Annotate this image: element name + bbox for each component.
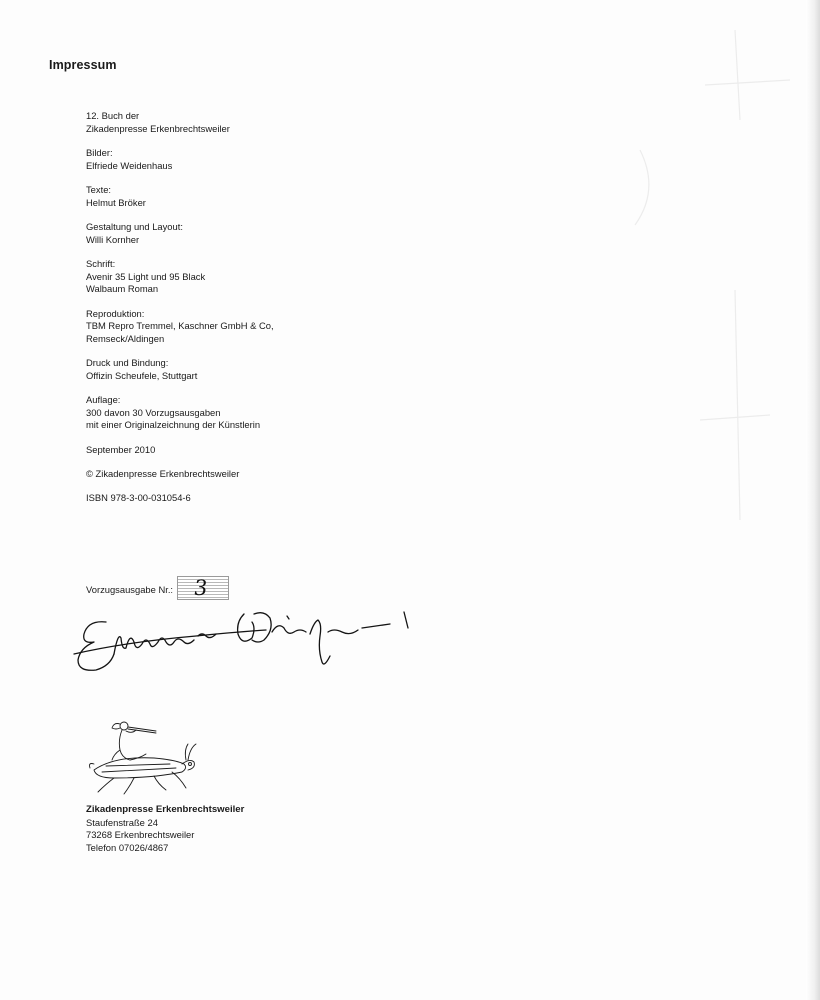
colophon-line: ISBN 978-3-00-031054-6 — [86, 492, 191, 504]
colophon-block — [86, 308, 386, 346]
colophon-line: Helmut Bröker — [86, 196, 146, 208]
colophon-block — [86, 492, 386, 505]
colophon-block — [86, 110, 386, 135]
page-title: Impressum — [49, 58, 117, 72]
colophon-block — [86, 147, 386, 172]
colophon-line: mit einer Originalzeichnung der Künstlerin — [86, 419, 261, 431]
artist-signature — [66, 592, 426, 692]
special-edition-label: Vorzugsausgabe Nr.: — [86, 583, 174, 595]
colophon-line: Reproduktion: — [86, 307, 145, 319]
colophon-line: 12. Buch der — [86, 110, 140, 121]
publisher-name: Zikadenpresse Erkenbrechtsweiler — [86, 804, 245, 815]
colophon-line: Walbaum Roman — [86, 283, 159, 295]
publisher-address — [86, 804, 244, 854]
colophon-block — [86, 444, 386, 457]
colophon-block — [86, 258, 386, 296]
colophon-line: Elfriede Weidenhaus — [86, 159, 173, 171]
colophon-line: Texte: — [86, 183, 112, 195]
colophon-block — [86, 357, 386, 382]
publisher-phone: Telefon 07026/4867 — [86, 841, 169, 853]
publisher-city: 73268 Erkenbrechtsweiler — [86, 829, 195, 841]
cicada-rider-logo — [84, 718, 204, 798]
publisher-street: Staufenstraße 24 — [86, 816, 158, 828]
colophon-block — [86, 394, 386, 432]
colophon-line: © Zikadenpresse Erkenbrechtsweiler — [86, 468, 240, 480]
colophon-line: Schrift: — [86, 257, 116, 269]
colophon — [86, 110, 386, 517]
colophon-line: Auflage: — [86, 394, 121, 406]
colophon-line: Druck und Bindung: — [86, 357, 169, 369]
colophon-line: 300 davon 30 Vorzugsausgaben — [86, 406, 221, 418]
colophon-block — [86, 221, 386, 246]
colophon-block — [86, 468, 386, 481]
colophon-line: Remseck/Aldingen — [86, 332, 165, 344]
colophon-line: Gestaltung und Layout: — [86, 220, 183, 232]
colophon-line: Willi Kornher — [86, 233, 140, 245]
colophon-line: September 2010 — [86, 443, 156, 455]
special-edition-number: 3 — [192, 576, 210, 600]
colophon-line: TBM Repro Tremmel, Kaschner GmbH & Co, — [86, 320, 274, 332]
colophon-line: Avenir 35 Light und 95 Black — [86, 270, 206, 282]
colophon-block — [86, 184, 386, 209]
colophon-line: Zikadenpresse Erkenbrechtsweiler — [86, 122, 230, 134]
colophon-line: Offizin Scheufele, Stuttgart — [86, 369, 198, 381]
colophon-line: Bilder: — [86, 146, 113, 158]
